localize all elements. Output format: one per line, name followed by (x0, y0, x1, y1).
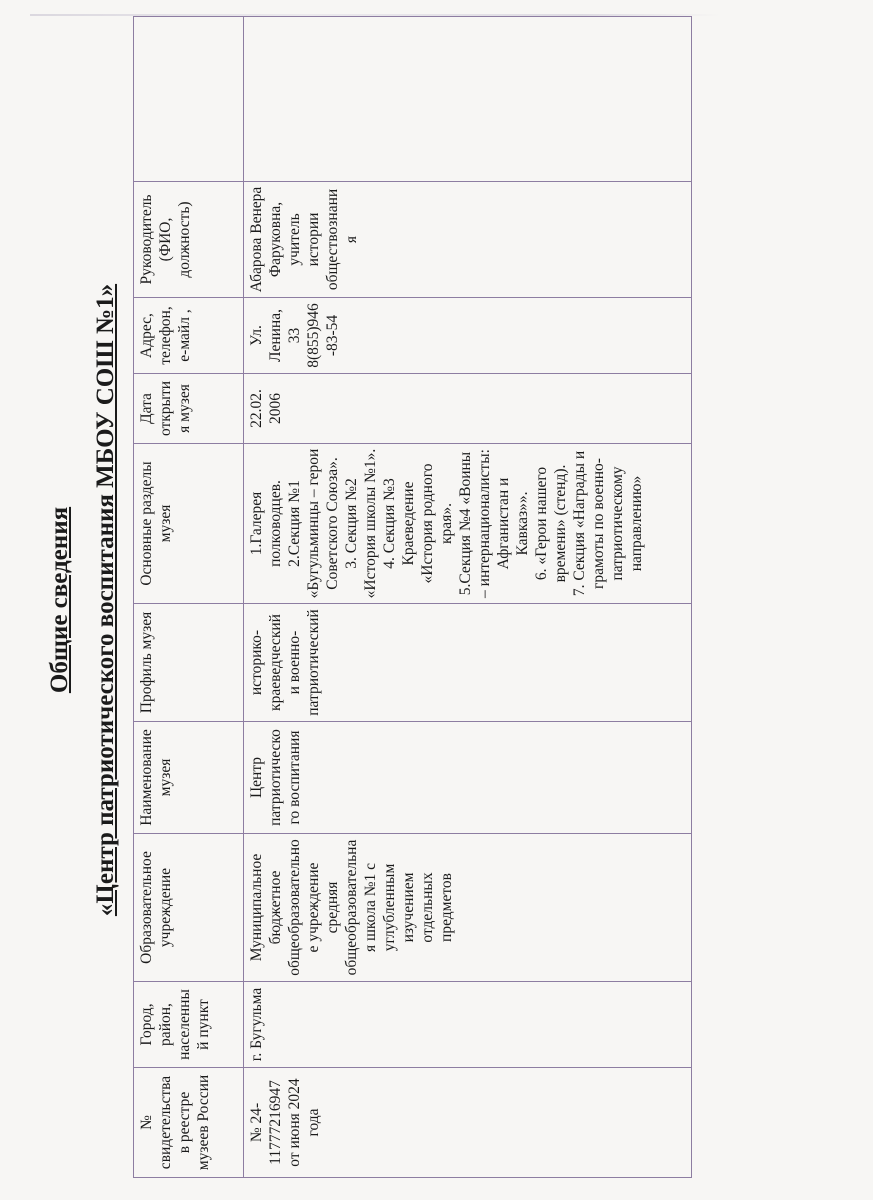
header-empty (134, 17, 244, 182)
cell-certificate: № 24-11777216947 от июня 2024 года (244, 1068, 692, 1178)
section-item: 3. Секция №2 «История школы №1». (343, 448, 379, 599)
museum-info-table (133, 16, 692, 1178)
table-header-row (134, 17, 244, 1178)
cell-profile: историко-краеведческий и военно-патриотический (244, 604, 692, 722)
header-museum-name: Наименование музея (134, 722, 244, 834)
section-item: 4. Секция №3 Краеведение «История родного края». (381, 463, 455, 584)
page-subheading: «Центр патриотического воспитания МБОУ СОШ №1» (92, 283, 119, 917)
cell-extra (244, 17, 692, 182)
section-item: 7. Секция «Награды и грамоты по военно-патриотическому направлению» (571, 450, 645, 597)
cell-opening-date: 22.02. 2006 (244, 374, 692, 444)
cell-museum-name: Центр патриотического воспитания (244, 722, 692, 834)
section-item: 2.Секция №1 «Бугульминцы – герои Советского Союза». (286, 448, 341, 599)
table-row (244, 17, 692, 1178)
header-head: Руководитель (ФИО, должность) (134, 182, 244, 298)
header-sections: Основные разделы музея (134, 444, 244, 604)
header-certificate: № свидетельства в реестре музеев России (134, 1068, 244, 1178)
cell-city: г. Бугульма (244, 982, 692, 1068)
section-item: 6. «Герои нашего времени» (стенд). (533, 464, 569, 583)
header-address: Адрес, телефон, е-майл , (134, 298, 244, 374)
cell-sections (244, 444, 692, 604)
header-institution: Образовательное учреждение (134, 834, 244, 982)
section-item: 1.Галерея полководцев. (248, 480, 284, 567)
cell-head: Абарова Венера Фаруковна, учитель истории обществознания (244, 182, 692, 298)
page-heading: Общие сведения (46, 506, 73, 694)
cell-address: Ул. Ленина, 33 8(855)946-83-54 (244, 298, 692, 374)
header-profile: Профиль музея (134, 604, 244, 722)
cell-institution: Муниципальное бюджетное общеобразовательное учреждение средняя общеобразовательная школа №1 с углубленным изучением отдельных предметов (244, 834, 692, 982)
header-city: Город, район, населенный пункт (134, 982, 244, 1068)
section-item: 5.Секция №4 «Воины – интернационалисты: Афганистан и Кавказ»». (457, 449, 531, 598)
header-opening-date: Дата открытия музея (134, 374, 244, 444)
